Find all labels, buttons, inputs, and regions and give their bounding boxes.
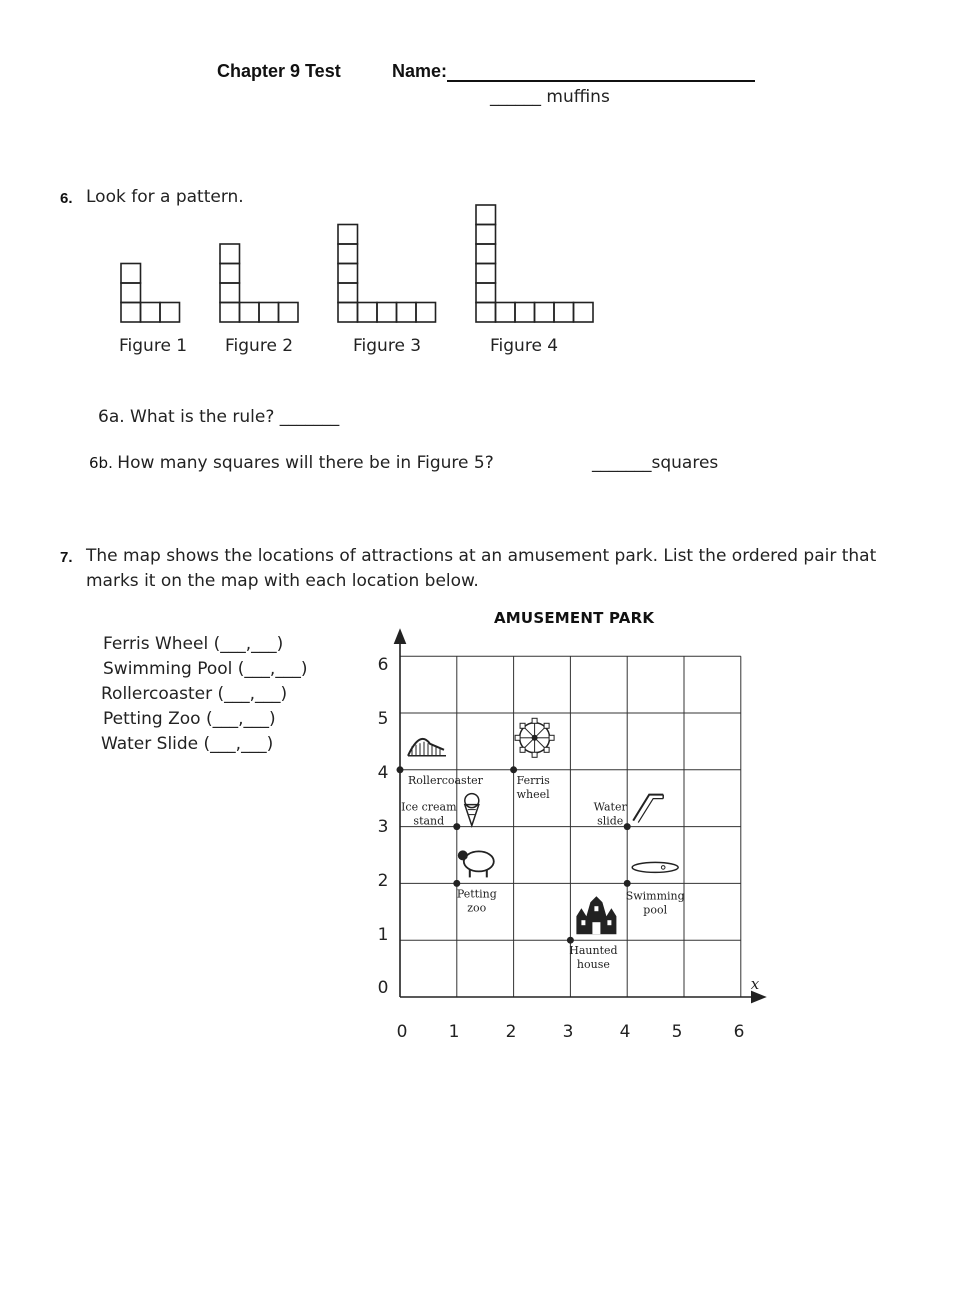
location-point xyxy=(567,937,574,944)
x-tick-label: 4 xyxy=(619,1022,631,1042)
y-tick-label: 1 xyxy=(377,925,389,945)
question-7-prompt-line1: The map shows the locations of attractions at an amusement park. List the ordered pair that xyxy=(86,546,877,566)
location-water xyxy=(594,795,664,831)
location-haunted xyxy=(567,896,618,971)
location-label: Rollercoaster xyxy=(408,773,483,787)
location-point xyxy=(397,766,404,773)
location-point xyxy=(624,880,631,887)
haunted-house-icon xyxy=(576,896,616,934)
question-6b-number: 6b. xyxy=(89,454,113,472)
question-7-prompt-line2: marks it on the map with each location below. xyxy=(86,571,479,591)
question-6-prompt: Look for a pattern. xyxy=(86,187,244,207)
location-point xyxy=(453,880,460,887)
figure-4-label: Figure 4 xyxy=(490,336,559,356)
name-label: Name: xyxy=(392,61,448,81)
answer-petting-zoo[interactable]: Petting Zoo (___,___) xyxy=(103,709,276,729)
ferris-wheel-icon xyxy=(515,718,554,757)
x-axis-label: x xyxy=(750,975,760,993)
x-tick-label: 5 xyxy=(671,1022,683,1042)
x-tick-label: 3 xyxy=(562,1022,574,1042)
location-label: Ferris xyxy=(516,773,550,787)
water-slide-icon xyxy=(633,795,663,823)
location-label: Haunted xyxy=(569,944,618,958)
location-label: Water xyxy=(593,800,627,814)
answer-swimming-pool[interactable]: Swimming Pool (___,___) xyxy=(103,659,308,679)
answer-rollercoaster[interactable]: Rollercoaster (___,___) xyxy=(101,684,288,704)
location-petting xyxy=(453,850,496,914)
question-6b-answer[interactable]: _______squares xyxy=(592,453,719,473)
y-tick-label: 2 xyxy=(377,871,389,891)
location-label: Ice cream xyxy=(401,800,457,814)
map-title: AMUSEMENT PARK xyxy=(494,609,655,627)
rollercoaster-icon xyxy=(408,739,446,756)
test-title: Chapter 9 Test xyxy=(217,61,341,81)
sheep-icon xyxy=(458,850,494,877)
y-tick-label: 6 xyxy=(377,655,389,675)
answer-ferris-wheel[interactable]: Ferris Wheel (___,___) xyxy=(103,634,284,654)
location-point xyxy=(624,823,631,830)
y-tick-label: 4 xyxy=(377,763,389,783)
location-label: pool xyxy=(643,903,668,917)
location-swimming xyxy=(624,862,685,916)
location-point xyxy=(510,766,517,773)
x-tick-label: 2 xyxy=(505,1022,517,1042)
figure-1-label: Figure 1 xyxy=(119,336,188,356)
location-ferris xyxy=(510,718,554,801)
y-tick-label: 5 xyxy=(377,709,389,729)
figure-3-label: Figure 3 xyxy=(353,336,422,356)
x-tick-label: 0 xyxy=(396,1022,408,1042)
location-label: stand xyxy=(413,814,445,828)
location-label: Swimming xyxy=(625,889,685,903)
y-tick-label: 3 xyxy=(377,817,389,837)
location-label: house xyxy=(576,958,610,972)
location-rollercoaster xyxy=(397,739,484,787)
x-tick-label: 6 xyxy=(733,1022,745,1042)
location-point xyxy=(453,823,460,830)
location-label: slide xyxy=(597,814,624,828)
location-label: zoo xyxy=(467,901,487,915)
figure-2-label: Figure 2 xyxy=(225,336,294,356)
ice-cream-icon xyxy=(465,794,479,826)
pool-icon xyxy=(632,862,678,872)
x-tick-label: 1 xyxy=(448,1022,460,1042)
y-tick-label: 0 xyxy=(377,978,389,998)
location-label: Petting xyxy=(456,887,497,901)
location-label: wheel xyxy=(516,787,550,801)
question-6-number: 6. xyxy=(60,190,73,207)
location-ice-cream xyxy=(401,794,479,831)
question-6b-prompt: How many squares will there be in Figure 5? xyxy=(117,453,494,473)
muffins-answer-line: ______ muffins xyxy=(490,87,610,107)
question-7-number: 7. xyxy=(60,549,73,566)
question-6a[interactable]: 6a. What is the rule? _______ xyxy=(98,407,340,427)
answer-water-slide[interactable]: Water Slide (___,___) xyxy=(101,734,274,754)
